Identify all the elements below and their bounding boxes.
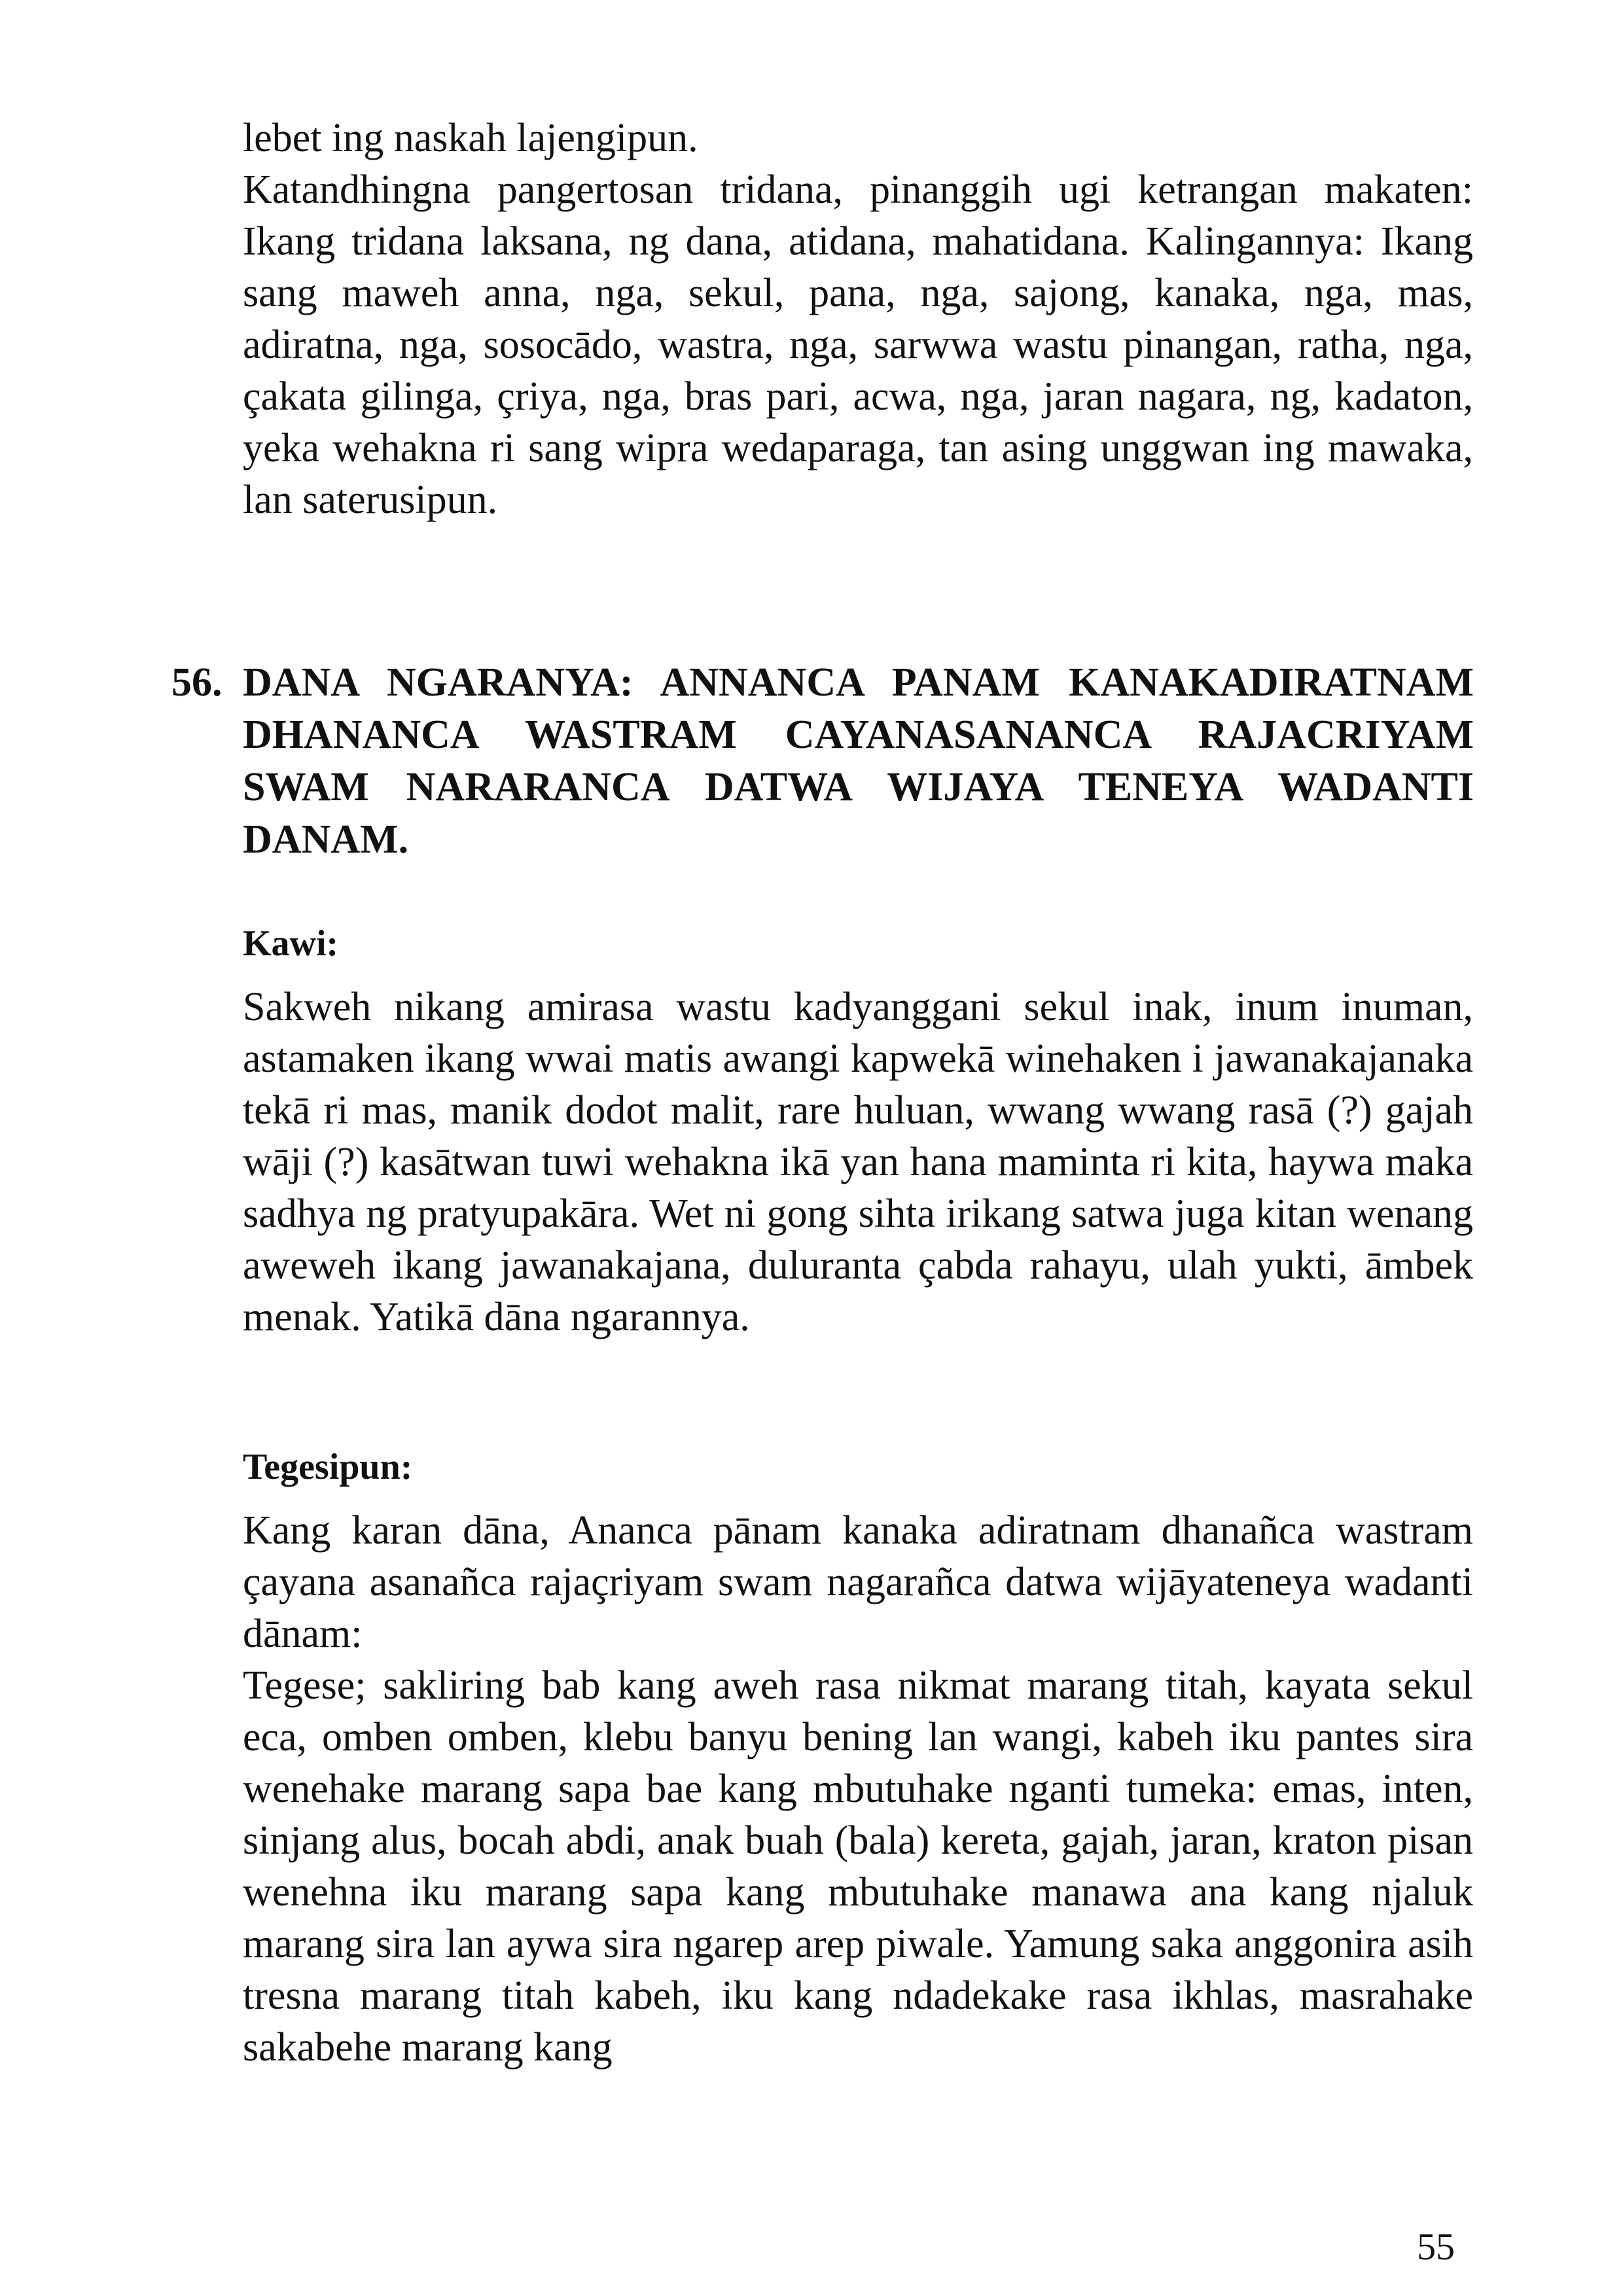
intro-first-line: lebet ing naskah lajengipun.	[243, 116, 698, 160]
page-number: 55	[1417, 2225, 1455, 2268]
tegesipun-paragraph-2: Tegese; sakliring bab kang aweh rasa nikmat marang titah, kayata sekul eca, omben omben, klebu banyu bening lan wangi, kabeh iku pantes sira wenehake marang sapa bae kang mbutuhake nganti tumeka: emas, inten, sinjang alus, bocah abdi, anak buah (bala) kereta, gajah, jaran, kraton pisan wenehna iku marang sapa kang mbutuhake manawa ana kang njaluk marang sira lan aywa sira ngarep arep piwale. Yamung saka anggonira asih tresna marang titah kabeh, iku kang ndadekake rasa ikhlas, masrahake sakabehe marang kang	[243, 1663, 1473, 2070]
intro-section	[243, 113, 1473, 526]
kawi-heading: Kawi:	[243, 923, 339, 964]
tegesipun-paragraph-1: Kang karan dāna, Ananca pānam kanaka adiratnam dhanañca wastram çayana asanañca rajaçriyam swam nagarañca datwa wijāyateneya wadanti dānam:	[243, 1508, 1473, 1656]
kawi-paragraph: Sakweh nikang amirasa wastu kadyanggani sekul inak, inum inuman, astamaken ikang wwai matis awangi kapwekā winehaken i jawanakajanaka tekā ri mas, manik dodot malit, rare huluan, wwang wwang rasā (?) gajah wāji (?) kasātwan tuwi wehakna ikā yan hana maminta ri kita, haywa maka sadhya ng pratyupakāra. Wet ni gong sihta irikang satwa juga kitan wenang aweweh ikang jawanakajana, duluranta çabda rahayu, ulah yukti, āmbek menak. Yatikā dāna ngarannya.	[243, 985, 1473, 1339]
tegesipun-heading: Tegesipun:	[243, 1447, 413, 1487]
verse-number: 56.	[171, 660, 223, 705]
intro-paragraph: Katandhingna pangertosan tridana, pinanggih ugi ketrangan makaten: Ikang tridana laksana, ng dana, atidana, mahatidana. Kalingannya: Ikang sang maweh anna, nga, sekul, pana, nga, sajong, kanaka, nga, mas, adiratna, nga, sosocādo, wastra, nga, sarwwa wastu pinangan, ratha, nga, çakata gilinga, çriya, nga, bras pari, acwa, nga, jaran nagara, ng, kadaton, yeka wehakna ri sang wipra wedaparaga, tan asing unggwan ing mawaka, lan saterusipun.	[243, 168, 1473, 522]
verse-56	[171, 656, 1474, 866]
verse-text: DANA NGARANYA: ANNANCA PANAM KANAKADIRATNAM DHANANCA WASTRAM CAYANASANANCA RAJACRIYAM SWAM NARARANCA DATWA WIJAYA TENEYA WADANTI DANAM.	[243, 660, 1474, 862]
tegesipun-section	[243, 1505, 1473, 2074]
